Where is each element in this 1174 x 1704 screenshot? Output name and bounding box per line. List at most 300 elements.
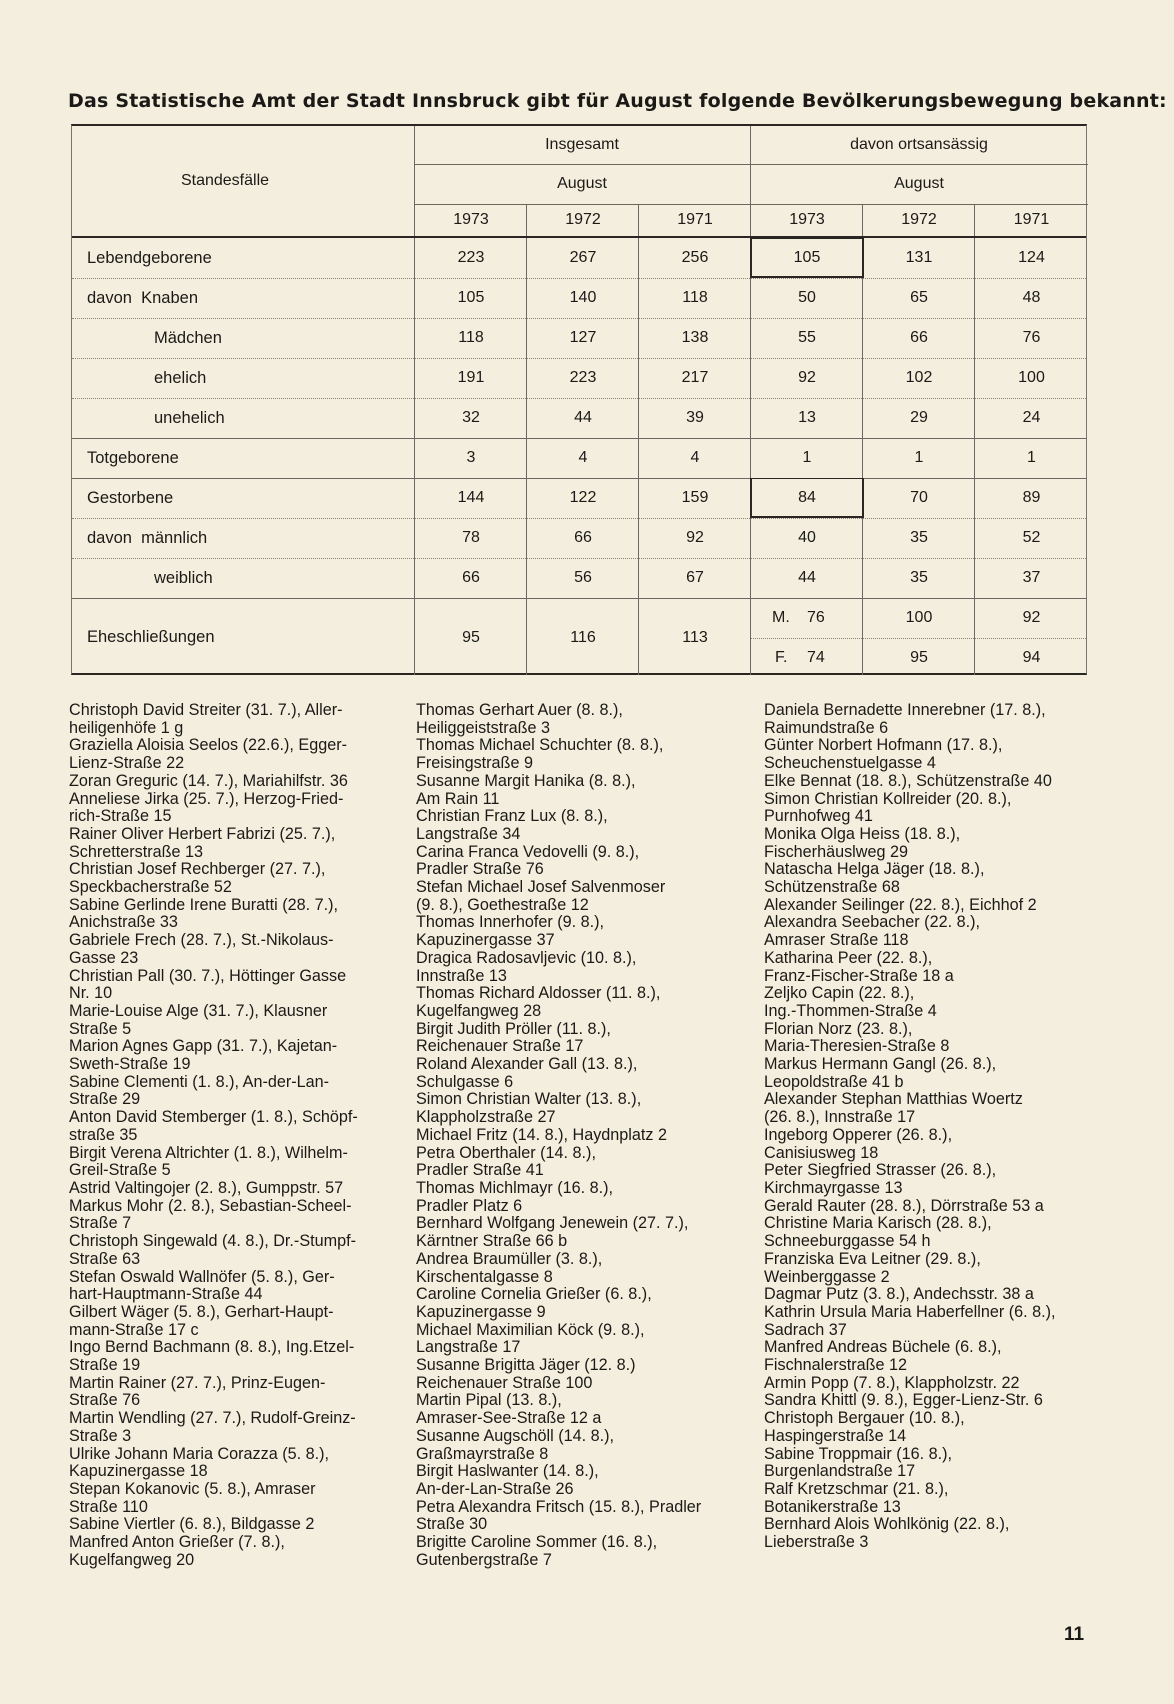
birth-entry bbox=[69, 826, 358, 861]
birth-entry bbox=[69, 861, 358, 896]
birth-entry bbox=[416, 1534, 701, 1569]
entry-line: Pradler Straße 76 bbox=[416, 860, 544, 879]
birth-entry bbox=[764, 1392, 1056, 1410]
birth-entry bbox=[69, 1003, 358, 1038]
table-cell: 223 bbox=[569, 369, 597, 386]
birth-entry bbox=[764, 773, 1056, 791]
entry-line: Freisingstraße 9 bbox=[416, 754, 533, 773]
entry-line: Birgit Haslwanter (14. 8.), bbox=[416, 1462, 599, 1481]
birth-entry bbox=[764, 1251, 1056, 1286]
row-label: davon männlich bbox=[87, 528, 208, 547]
birth-entry bbox=[416, 1463, 701, 1498]
entry-line: Sabine Gerlinde Irene Buratti (28. 7.), bbox=[69, 895, 339, 914]
birth-entry bbox=[764, 1198, 1056, 1216]
text-column-3 bbox=[764, 702, 1056, 1552]
year-header: 1973 bbox=[789, 211, 825, 228]
table-cell: 65 bbox=[910, 289, 928, 306]
entry-line: Michael Fritz (14. 8.), Haydnplatz 2 bbox=[416, 1125, 668, 1144]
table-cell: 100 bbox=[1018, 369, 1045, 386]
entry-line: Franziska Eva Leitner (29. 8.), bbox=[764, 1249, 981, 1268]
entry-line: Brigitte Caroline Sommer (16. 8.), bbox=[416, 1533, 658, 1552]
birth-entry bbox=[69, 1446, 358, 1481]
entry-line: Christoph Bergauer (10. 8.), bbox=[764, 1409, 965, 1428]
row-label: Lebendgeborene bbox=[87, 248, 212, 267]
entry-line: Markus Hermann Gangl (26. 8.), bbox=[764, 1055, 997, 1074]
table-cell: 4 bbox=[578, 449, 588, 466]
entry-line: Bernhard Alois Wohlkönig (22. 8.), bbox=[764, 1515, 1010, 1534]
entry-line: Thomas Michlmayr (16. 8.), bbox=[416, 1178, 613, 1197]
table-cell: 50 bbox=[798, 289, 816, 306]
entry-line: Reichenauer Straße 17 bbox=[416, 1037, 584, 1056]
table-cell: 4 bbox=[690, 449, 700, 466]
table-cell: 89 bbox=[1022, 489, 1041, 506]
entry-line: Thomas Michael Schuchter (8. 8.), bbox=[416, 736, 664, 755]
row-label: Eheschließungen bbox=[87, 628, 215, 646]
table-cell: 32 bbox=[462, 409, 480, 426]
birth-entry bbox=[69, 1410, 358, 1445]
entry-line: Anton David Stemberger (1. 8.), Schöpf- bbox=[69, 1108, 358, 1127]
birth-entry bbox=[69, 1534, 358, 1569]
birth-entry bbox=[416, 1145, 701, 1180]
entry-line: rich-Straße 15 bbox=[69, 807, 172, 826]
entry-line: Kugelfangweg 28 bbox=[416, 1001, 542, 1020]
table-cell: 76 bbox=[807, 609, 825, 626]
entry-line: Haspingerstraße 14 bbox=[764, 1426, 907, 1445]
entry-line: Kathrin Ursula Maria Haberfellner (6. 8.), bbox=[764, 1302, 1056, 1321]
birth-entry bbox=[69, 1038, 358, 1073]
entry-line: Schneeburggasse 54 h bbox=[764, 1232, 931, 1251]
entry-line: Kirchmayrgasse 13 bbox=[764, 1178, 903, 1197]
birth-entry bbox=[764, 1516, 1056, 1551]
entry-line: Sabine Clementi (1. 8.), An-der-Lan- bbox=[69, 1072, 330, 1091]
entry-line: Petra Oberthaler (14. 8.), bbox=[416, 1143, 596, 1162]
birth-entry bbox=[416, 1091, 701, 1126]
entry-line: Zoran Greguric (14. 7.), Mariahilfstr. 36 bbox=[69, 771, 348, 790]
male-label: M. bbox=[772, 609, 790, 626]
table-cell: 92 bbox=[798, 369, 816, 386]
row-label: davon Knaben bbox=[87, 288, 199, 307]
table-cell: 78 bbox=[462, 529, 480, 546]
table-cell: 118 bbox=[682, 289, 708, 306]
entry-line: hart-Hauptmann-Straße 44 bbox=[69, 1285, 263, 1304]
entry-line: Kärntner Straße 66 b bbox=[416, 1232, 568, 1251]
table-cell: 39 bbox=[686, 409, 704, 426]
year-header: 1971 bbox=[1013, 211, 1050, 228]
entry-line: Armin Popp (7. 8.), Klappholzstr. 22 bbox=[764, 1373, 1020, 1392]
entry-line: Andrea Braumüller (3. 8.), bbox=[416, 1249, 603, 1268]
entry-line: Stefan Oswald Wallnöfer (5. 8.), Ger- bbox=[69, 1267, 335, 1286]
group-header-resident: davon ortsansässig bbox=[850, 136, 988, 153]
row-label: unehelich bbox=[154, 408, 225, 427]
birth-entry bbox=[69, 1233, 358, 1268]
table-cell: 159 bbox=[681, 489, 709, 506]
entry-line: Zeljko Capin (22. 8.), bbox=[764, 984, 915, 1003]
table-cell: 44 bbox=[798, 569, 816, 586]
page-number: 11 bbox=[1064, 1624, 1085, 1645]
entry-line: Manfred Andreas Büchele (6. 8.), bbox=[764, 1338, 1002, 1357]
entry-line: heiligenhöfe 1 g bbox=[69, 718, 184, 737]
entry-line: Innstraße 13 bbox=[416, 966, 507, 985]
entry-line: Petra Alexandra Fritsch (15. 8.), Pradler bbox=[416, 1497, 702, 1516]
entry-line: Scheuchenstuelgasse 4 bbox=[764, 754, 936, 773]
table-cell: 24 bbox=[1022, 409, 1041, 426]
entry-line: Susanne Margit Hanika (8. 8.), bbox=[416, 771, 636, 790]
entry-line: An-der-Lan-Straße 26 bbox=[416, 1479, 574, 1498]
entry-line: Martin Wendling (27. 7.), Rudolf-Greinz- bbox=[69, 1409, 356, 1428]
row-label: Totgeborene bbox=[87, 448, 179, 467]
birth-entry bbox=[69, 968, 358, 1003]
entry-line: Straße 3 bbox=[69, 1426, 132, 1445]
table-cell: 37 bbox=[1022, 569, 1041, 586]
entry-line: Straße 110 bbox=[69, 1497, 148, 1516]
entry-line: Sadrach 37 bbox=[764, 1320, 847, 1339]
birth-entry bbox=[764, 1091, 1056, 1126]
entry-line: Ralf Kretzschmar (21. 8.), bbox=[764, 1479, 949, 1498]
entry-line: Anichstraße 33 bbox=[69, 913, 178, 932]
entry-line: Greil-Straße 5 bbox=[69, 1161, 171, 1180]
birth-entry bbox=[416, 879, 701, 914]
birth-entry bbox=[69, 1109, 358, 1144]
entry-line: Anneliese Jirka (25. 7.), Herzog-Fried- bbox=[69, 789, 344, 808]
birth-entry bbox=[69, 737, 358, 772]
birth-entry bbox=[764, 1481, 1056, 1516]
text-column-2 bbox=[416, 702, 701, 1569]
birth-entry bbox=[764, 1446, 1056, 1481]
table-cell: 29 bbox=[910, 409, 928, 426]
entry-line: straße 35 bbox=[69, 1125, 138, 1144]
table-cell: 35 bbox=[910, 569, 928, 586]
entry-line: Heiliggeiststraße 3 bbox=[416, 718, 551, 737]
table-cell: 144 bbox=[457, 489, 485, 506]
birth-entry bbox=[764, 737, 1056, 772]
entry-line: Alexander Seilinger (22. 8.), Eichhof 2 bbox=[764, 895, 1037, 914]
birth-entry bbox=[416, 1357, 701, 1392]
birth-entry bbox=[416, 1428, 701, 1463]
table-cell: 105 bbox=[457, 289, 485, 306]
entry-line: Sabine Viertler (6. 8.), Bildgasse 2 bbox=[69, 1515, 315, 1534]
entry-line: Günter Norbert Hofmann (17. 8.), bbox=[764, 736, 1003, 755]
birth-entry bbox=[764, 1056, 1056, 1091]
entry-line: Klappholzstraße 27 bbox=[416, 1108, 556, 1127]
entry-line: Daniela Bernadette Innerebner (17. 8.), bbox=[764, 701, 1046, 719]
table-cell: 267 bbox=[569, 249, 597, 266]
entry-line: Straße 7 bbox=[69, 1214, 132, 1233]
birth-entry bbox=[69, 1074, 358, 1109]
entry-line: Thomas Innerhofer (9. 8.), bbox=[416, 913, 605, 932]
entry-line: Martin Pipal (13. 8.), bbox=[416, 1391, 562, 1410]
entry-line: Marion Agnes Gapp (31. 7.), Kajetan- bbox=[69, 1037, 338, 1056]
entry-line: Ingo Bernd Bachmann (8. 8.), Ing.Etzel- bbox=[69, 1338, 355, 1357]
entry-line: Kirschentalgasse 8 bbox=[416, 1267, 553, 1286]
entry-line: Florian Norz (23. 8.), bbox=[764, 1019, 913, 1038]
entry-line: Am Rain 11 bbox=[416, 789, 500, 808]
birth-entry bbox=[69, 791, 358, 826]
entry-line: Straße 29 bbox=[69, 1090, 141, 1109]
birth-entry bbox=[69, 773, 358, 791]
entry-line: Ing.-Thommen-Straße 4 bbox=[764, 1001, 937, 1020]
entry-line: Speckbacherstraße 52 bbox=[69, 878, 232, 897]
birth-entry bbox=[416, 914, 701, 949]
entry-line: Raimundstraße 6 bbox=[764, 718, 889, 737]
table-cell: 124 bbox=[1018, 249, 1045, 266]
entry-line: Thomas Richard Aldosser (11. 8.), bbox=[416, 984, 661, 1003]
birth-entry bbox=[764, 826, 1056, 861]
entry-line: Stefan Michael Josef Salvenmoser bbox=[416, 878, 666, 897]
entry-line: Graziella Aloisia Seelos (22.6.), Egger- bbox=[69, 736, 348, 755]
entry-line: Gerald Rauter (28. 8.), Dörrstraße 53 a bbox=[764, 1196, 1044, 1215]
row-label: ehelich bbox=[154, 368, 207, 387]
month-header: August bbox=[557, 175, 607, 192]
entry-line: Simon Christian Kollreider (20. 8.), bbox=[764, 789, 1012, 808]
birth-entry bbox=[69, 1481, 358, 1516]
entry-line: Sweth-Straße 19 bbox=[69, 1055, 191, 1074]
birth-entry bbox=[416, 844, 701, 879]
entry-line: Fischerhäuslweg 29 bbox=[764, 842, 908, 861]
table-cell: 48 bbox=[1022, 289, 1041, 306]
entry-line: Canisiusweg 18 bbox=[764, 1143, 879, 1162]
entry-line: Langstraße 17 bbox=[416, 1338, 521, 1357]
highlight-box bbox=[750, 238, 864, 278]
table-cell: 67 bbox=[686, 569, 704, 586]
entry-line: Graßmayrstraße 8 bbox=[416, 1444, 549, 1463]
birth-entry bbox=[764, 1339, 1056, 1374]
table-cell: 3 bbox=[466, 449, 476, 466]
entry-line: Pradler Platz 6 bbox=[416, 1196, 523, 1215]
entry-line: Christian Josef Rechberger (27. 7.), bbox=[69, 860, 326, 879]
birth-entry bbox=[416, 1322, 701, 1357]
entry-line: Carina Franca Vedovelli (9. 8.), bbox=[416, 842, 640, 861]
table-cell: 66 bbox=[574, 529, 592, 546]
table-cell: 116 bbox=[570, 628, 596, 646]
table-cell: 66 bbox=[910, 329, 928, 346]
table-cell: 55 bbox=[798, 329, 816, 346]
entry-line: Burgenlandstraße 17 bbox=[764, 1462, 916, 1481]
entry-line: Amraser Straße 118 bbox=[764, 931, 909, 950]
entry-line: Markus Mohr (2. 8.), Sebastian-Scheel- bbox=[69, 1196, 352, 1215]
table-cell: 122 bbox=[569, 489, 597, 506]
entry-line: Ulrike Johann Maria Corazza (5. 8.), bbox=[69, 1444, 329, 1463]
birth-entry bbox=[69, 1145, 358, 1180]
entry-line: Kapuzinergasse 9 bbox=[416, 1302, 546, 1321]
birth-entry bbox=[69, 1375, 358, 1410]
birth-entry bbox=[416, 773, 701, 808]
birth-entry bbox=[416, 1180, 701, 1215]
entry-line: Lieberstraße 3 bbox=[764, 1533, 869, 1552]
entry-line: Kapuzinergasse 18 bbox=[69, 1462, 208, 1481]
entry-line: Gutenbergstraße 7 bbox=[416, 1550, 552, 1569]
entry-line: Purnhofweg 41 bbox=[764, 807, 873, 826]
birth-entry bbox=[764, 1286, 1056, 1304]
entry-line: Straße 63 bbox=[69, 1249, 141, 1268]
entry-line: Botanikerstraße 13 bbox=[764, 1497, 901, 1516]
table-cell: 1 bbox=[914, 449, 924, 466]
entry-line: Nr. 10 bbox=[69, 984, 113, 1003]
table-cell: 84 bbox=[798, 489, 816, 506]
entry-line: Bernhard Wolfgang Jenewein (27. 7.), bbox=[416, 1214, 689, 1233]
table-cell: 217 bbox=[681, 369, 709, 386]
entry-line: Fischnalerstraße 12 bbox=[764, 1356, 908, 1375]
birth-entry bbox=[416, 950, 701, 985]
month-header: August bbox=[894, 175, 944, 192]
entry-line: Sandra Khittl (9. 8.), Egger-Lienz-Str. 6 bbox=[764, 1391, 1043, 1410]
page-title: Das Statistische Amt der Stadt Innsbruck gibt für August folgende Bevölkerungsbewegung bekannt: bbox=[68, 90, 1167, 112]
table-cell: 95 bbox=[462, 628, 480, 646]
table-cell: 95 bbox=[910, 648, 928, 666]
table-cell: 70 bbox=[910, 489, 928, 506]
year-header: 1972 bbox=[901, 211, 937, 228]
table-cell: 140 bbox=[569, 289, 597, 306]
birth-entry bbox=[764, 897, 1056, 915]
birth-entry bbox=[416, 702, 701, 737]
table-cell: 223 bbox=[457, 249, 485, 266]
birth-entry bbox=[764, 914, 1056, 949]
birth-entry bbox=[764, 1375, 1056, 1393]
table-cell: 13 bbox=[798, 409, 816, 426]
table-cell: 118 bbox=[458, 329, 484, 346]
entry-line: Manfred Anton Grießer (7. 8.), bbox=[69, 1533, 285, 1552]
birth-entry bbox=[69, 1269, 358, 1304]
entry-line: Gasse 23 bbox=[69, 948, 139, 967]
entry-line: Christoph David Streiter (31. 7.), Aller- bbox=[69, 701, 343, 719]
table-cell: 1 bbox=[802, 449, 812, 466]
table-cell: 113 bbox=[682, 628, 708, 646]
table-cell: 92 bbox=[686, 529, 704, 546]
table-cell: 127 bbox=[569, 329, 597, 346]
table-cell: 40 bbox=[798, 529, 816, 546]
entry-line: Natascha Helga Jäger (18. 8.), bbox=[764, 860, 985, 879]
statistics-table bbox=[71, 124, 1087, 675]
table-cell: 76 bbox=[1022, 329, 1041, 346]
birth-entry bbox=[416, 1127, 701, 1145]
birth-entry bbox=[416, 1392, 701, 1427]
birth-entry bbox=[69, 1339, 358, 1374]
entry-line: Leopoldstraße 41 b bbox=[764, 1072, 904, 1091]
table-cell: 56 bbox=[574, 569, 592, 586]
table-cell: 66 bbox=[462, 569, 480, 586]
birth-entry bbox=[764, 1021, 1056, 1056]
birth-entry bbox=[69, 1516, 358, 1534]
birth-entry bbox=[69, 932, 358, 967]
entry-line: Maria-Theresien-Straße 8 bbox=[764, 1037, 950, 1056]
entry-line: Langstraße 34 bbox=[416, 824, 521, 843]
entry-line: Weinberggasse 2 bbox=[764, 1267, 890, 1286]
birth-entry bbox=[764, 791, 1056, 826]
birth-entry bbox=[69, 702, 358, 737]
table-cell: 35 bbox=[910, 529, 928, 546]
birth-entry bbox=[764, 1410, 1056, 1445]
entry-line: Rainer Oliver Herbert Fabrizi (25. 7.), bbox=[69, 824, 336, 843]
entry-line: Gilbert Wäger (5. 8.), Gerhart-Haupt- bbox=[69, 1302, 334, 1321]
entry-line: Martin Rainer (27. 7.), Prinz-Eugen- bbox=[69, 1373, 326, 1392]
entry-line: Reichenauer Straße 100 bbox=[416, 1373, 593, 1392]
text-column-1 bbox=[69, 702, 358, 1569]
table-cell: 102 bbox=[905, 369, 933, 386]
entry-line: Amraser-See-Straße 12 a bbox=[416, 1409, 602, 1428]
birth-entry bbox=[416, 1021, 701, 1056]
table-cell: 1 bbox=[1027, 449, 1036, 466]
birth-entry bbox=[764, 1127, 1056, 1162]
entry-line: Franz-Fischer-Straße 18 a bbox=[764, 966, 954, 985]
entry-line: Simon Christian Walter (13. 8.), bbox=[416, 1090, 642, 1109]
table-cell: 131 bbox=[905, 249, 933, 266]
birth-entry bbox=[764, 702, 1056, 737]
entry-line: Alexander Stephan Matthias Woertz bbox=[764, 1090, 1023, 1109]
table-cell: 138 bbox=[681, 329, 709, 346]
female-label: F. bbox=[775, 648, 788, 666]
entry-line: Straße 5 bbox=[69, 1019, 132, 1038]
entry-line: Caroline Cornelia Grießer (6. 8.), bbox=[416, 1285, 652, 1304]
entry-line: Birgit Verena Altrichter (1. 8.), Wilhelm- bbox=[69, 1143, 348, 1162]
entry-line: Dragica Radosavljevic (10. 8.), bbox=[416, 948, 637, 967]
birth-entry bbox=[416, 737, 701, 772]
entry-line: Monika Olga Heiss (18. 8.), bbox=[764, 824, 961, 843]
entry-line: Susanne Brigitta Jäger (12. 8.) bbox=[416, 1356, 636, 1375]
row-header-label: Standesfälle bbox=[180, 172, 270, 189]
entry-line: Christine Maria Karisch (28. 8.), bbox=[764, 1214, 992, 1233]
birth-entry bbox=[69, 1198, 358, 1233]
table-cell: 100 bbox=[905, 609, 933, 626]
entry-line: Katharina Peer (22. 8.), bbox=[764, 948, 933, 967]
entry-line: Sabine Troppmair (16. 8.), bbox=[764, 1444, 953, 1463]
table-cell: 191 bbox=[457, 369, 485, 386]
birth-entry bbox=[416, 808, 701, 843]
birth-entry bbox=[416, 985, 701, 1020]
birth-entry bbox=[764, 1162, 1056, 1197]
birth-entry bbox=[69, 1180, 358, 1198]
entry-line: Straße 19 bbox=[69, 1356, 141, 1375]
entry-line: (9. 8.), Goethestraße 12 bbox=[416, 895, 589, 914]
entry-line: Dagmar Putz (3. 8.), Andechsstr. 38 a bbox=[764, 1285, 1034, 1304]
birth-entry bbox=[69, 1304, 358, 1339]
birth-entry bbox=[764, 1304, 1056, 1339]
entry-line: Thomas Gerhart Auer (8. 8.), bbox=[416, 701, 623, 719]
group-header-total: Insgesamt bbox=[545, 136, 619, 153]
year-header: 1972 bbox=[565, 211, 601, 228]
entry-line: Christian Pall (30. 7.), Höttinger Gasse bbox=[69, 966, 347, 985]
highlight-box bbox=[750, 478, 864, 518]
table-cell: 92 bbox=[1022, 609, 1041, 626]
entry-line: Kapuzinergasse 37 bbox=[416, 931, 555, 950]
entry-line: Astrid Valtingojer (2. 8.), Gumppstr. 57 bbox=[69, 1178, 344, 1197]
entry-line: Elke Bennat (18. 8.), Schützenstraße 40 bbox=[764, 771, 1052, 790]
birth-entry bbox=[416, 1251, 701, 1286]
entry-line: Straße 76 bbox=[69, 1391, 141, 1410]
table-cell: 256 bbox=[681, 249, 709, 266]
entry-line: Schützenstraße 68 bbox=[764, 878, 900, 897]
birth-entry bbox=[416, 1056, 701, 1091]
entry-line: Schulgasse 6 bbox=[416, 1072, 514, 1091]
entry-line: Birgit Judith Pröller (11. 8.), bbox=[416, 1019, 611, 1038]
year-header: 1971 bbox=[677, 211, 713, 228]
birth-entry bbox=[764, 861, 1056, 896]
table-cell: 105 bbox=[793, 249, 821, 266]
year-header: 1973 bbox=[453, 211, 489, 228]
entry-line: Gabriele Frech (28. 7.), St.-Nikolaus- bbox=[69, 931, 334, 950]
entry-line: Roland Alexander Gall (13. 8.), bbox=[416, 1055, 638, 1074]
entry-line: (26. 8.), Innstraße 17 bbox=[764, 1108, 916, 1127]
entry-line: Stepan Kokanovic (5. 8.), Amraser bbox=[69, 1479, 316, 1498]
table-cell: 74 bbox=[807, 648, 825, 666]
birth-entry bbox=[69, 897, 358, 932]
birth-entry bbox=[416, 1499, 701, 1534]
birth-entry bbox=[764, 1215, 1056, 1250]
row-label: Mädchen bbox=[154, 328, 222, 347]
table-cell: 44 bbox=[574, 409, 592, 426]
entry-line: Straße 30 bbox=[416, 1515, 488, 1534]
row-label: weiblich bbox=[154, 568, 213, 587]
entry-line: Pradler Straße 41 bbox=[416, 1161, 544, 1180]
entry-line: Ingeborg Opperer (26. 8.), bbox=[764, 1125, 953, 1144]
